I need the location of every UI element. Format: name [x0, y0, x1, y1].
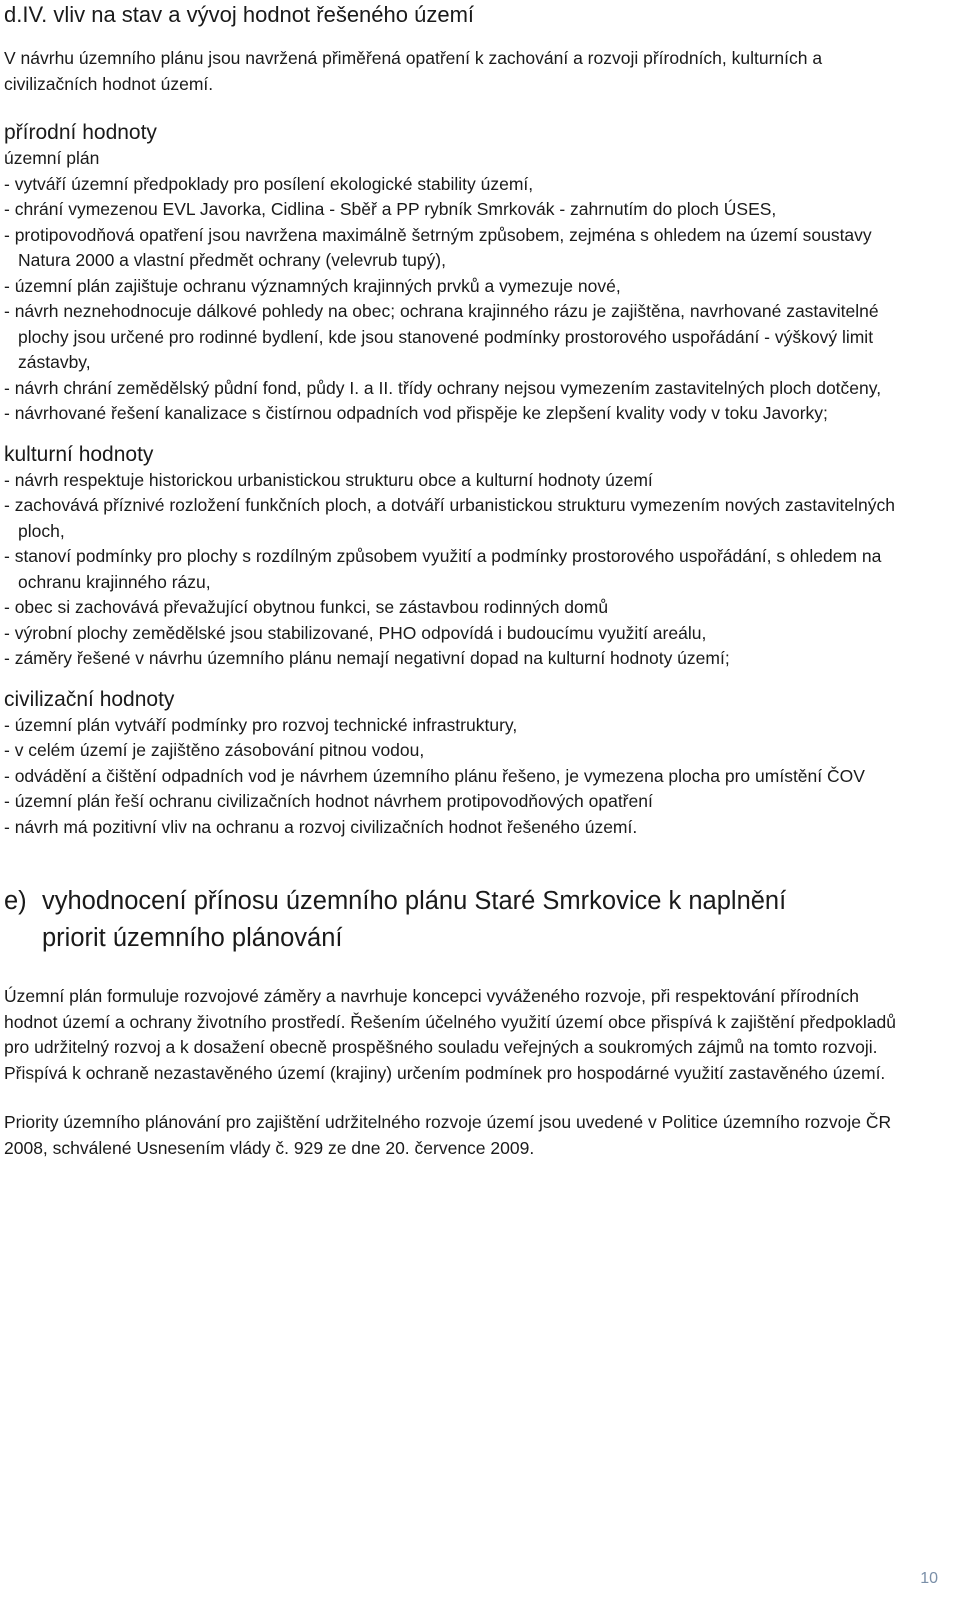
list-item: - protipovodňová opatření jsou navržena maximálně šetrným způsobem, zejména s ohledem na území soustavy Natura 2000 a vlastní předmět ochrany (velevrub tupý),	[4, 224, 872, 270]
list-item: - vytváří územní předpoklady pro posílení ekologické stability území,	[4, 173, 534, 194]
group-heading: kulturní hodnoty	[4, 442, 154, 466]
list-item: - návrh neznehodnocuje dálkové pohledy na obec; ochrana krajinného rázu je zajištěna, navrhované zastavitelné plochy jsou určené pro rodinné bydlení, kde jsou stanovené podmínky prostorového uspořádání - výškový limit zástavby,	[4, 301, 879, 372]
list-item: - záměry řešené v návrhu územního plánu nemají negativní dopad na kulturní hodnoty území;	[4, 648, 730, 668]
chapter-paragraph: Priority územního plánování pro zajištění udržitelného rozvoje území jsou uvedené v Politice územního rozvoje ČR 2008, schválené Usnesením vlády č. 929 ze dne 20. července 2009.	[4, 1112, 892, 1158]
group-heading: civilizační hodnoty	[4, 687, 175, 711]
bullet-list	[4, 468, 904, 672]
list-item: - zachovává příznivé rozložení funkčních ploch, a dotváří urbanistickou strukturu vymezením nových zastavitelných ploch,	[4, 495, 895, 541]
list-item: - obec si zachovává převažující obytnou funkci, se zástavbou rodinných domů	[4, 597, 609, 617]
list-item: - návrh respektuje historickou urbanistickou strukturu obce a kulturní hodnoty území	[4, 469, 653, 490]
list-item: - chrání vymezenou EVL Javorka, Cidlina - Sběř a PP rybník Smrkovák - zahrnutím do ploch ÚSES,	[4, 199, 777, 219]
section-intro: V návrhu územního plánu jsou navržená přiměřená opatření k zachování a rozvoji přírodních, kulturních a civilizačních hodnot území.	[4, 48, 823, 94]
list-item: - odvádění a čištění odpadních vod je návrhem územního plánu řešeno, je vymezena plocha pro umístění ČOV	[4, 765, 865, 786]
list-item: - územní plán zajištuje ochranu významných krajinných prvků a vymezuje nové,	[4, 275, 621, 296]
page-number: 10	[920, 1570, 938, 1587]
list-item: - v celém území je zajištěno zásobování pitnou vodou,	[4, 740, 425, 760]
list-item: - návrh má pozitivní vliv na ochranu a rozvoj civilizačních hodnot řešeného území.	[4, 816, 638, 837]
list-item: - návrh chrání zemědělský půdní fond, půdy I. a II. třídy ochrany nejsou vymezením zastavitelných ploch dotčeny,	[4, 377, 882, 398]
group-civilizational-values	[4, 687, 904, 841]
list-item: - územní plán vytváří podmínky pro rozvoj technické infrastruktury,	[4, 714, 518, 735]
chapter-heading	[4, 883, 904, 957]
document-page	[4, 0, 904, 1161]
group-natural-values	[4, 120, 904, 427]
list-item: - územní plán řeší ochranu civilizačních hodnot návrhem protipovodňových opatření	[4, 791, 653, 811]
group-heading: přírodní hodnoty	[4, 121, 157, 144]
bullet-list	[4, 713, 904, 841]
group-intro: územní plán	[4, 148, 100, 168]
chapter-number: e)	[4, 887, 27, 915]
chapter-title: vyhodnocení přínosu územního plánu Staré Smrkovice k naplnění priorit územního plánování	[42, 887, 787, 952]
section-title: d.IV. vliv na stav a vývoj hodnot řešeného území	[4, 2, 475, 27]
chapter-paragraph: Územní plán formuluje rozvojové záměry a navrhuje koncepci vyváženého rozvoje, při respektování přírodních hodnot území a ochrany životního prostředí. Řešením účelného využití území obce přispívá k zajištění předpokladů pro udržitelný rozvoj a k dosažení obecně prospěšného souladu veřejných a soukromých zájmů na tomto rozvoji. Přispívá k ochraně nezastavěného území (krajiny) určením podmínek pro hospodárné využití zastavěného území.	[4, 986, 897, 1083]
list-item: - návrhované řešení kanalizace s čistírnou odpadních vod přispěje ke zlepšení kvality vody v toku Javorky;	[4, 403, 828, 423]
list-item: - stanoví podmínky pro plochy s rozdílným způsobem využití a podmínky prostorového uspořádání, s ohledem na ochranu krajinného rázu,	[4, 546, 882, 592]
list-item: - výrobní plochy zemědělské jsou stabilizované, PHO odpovídá i budoucímu využití areálu,	[4, 622, 707, 643]
bullet-list	[4, 172, 904, 427]
group-cultural-values	[4, 442, 904, 672]
